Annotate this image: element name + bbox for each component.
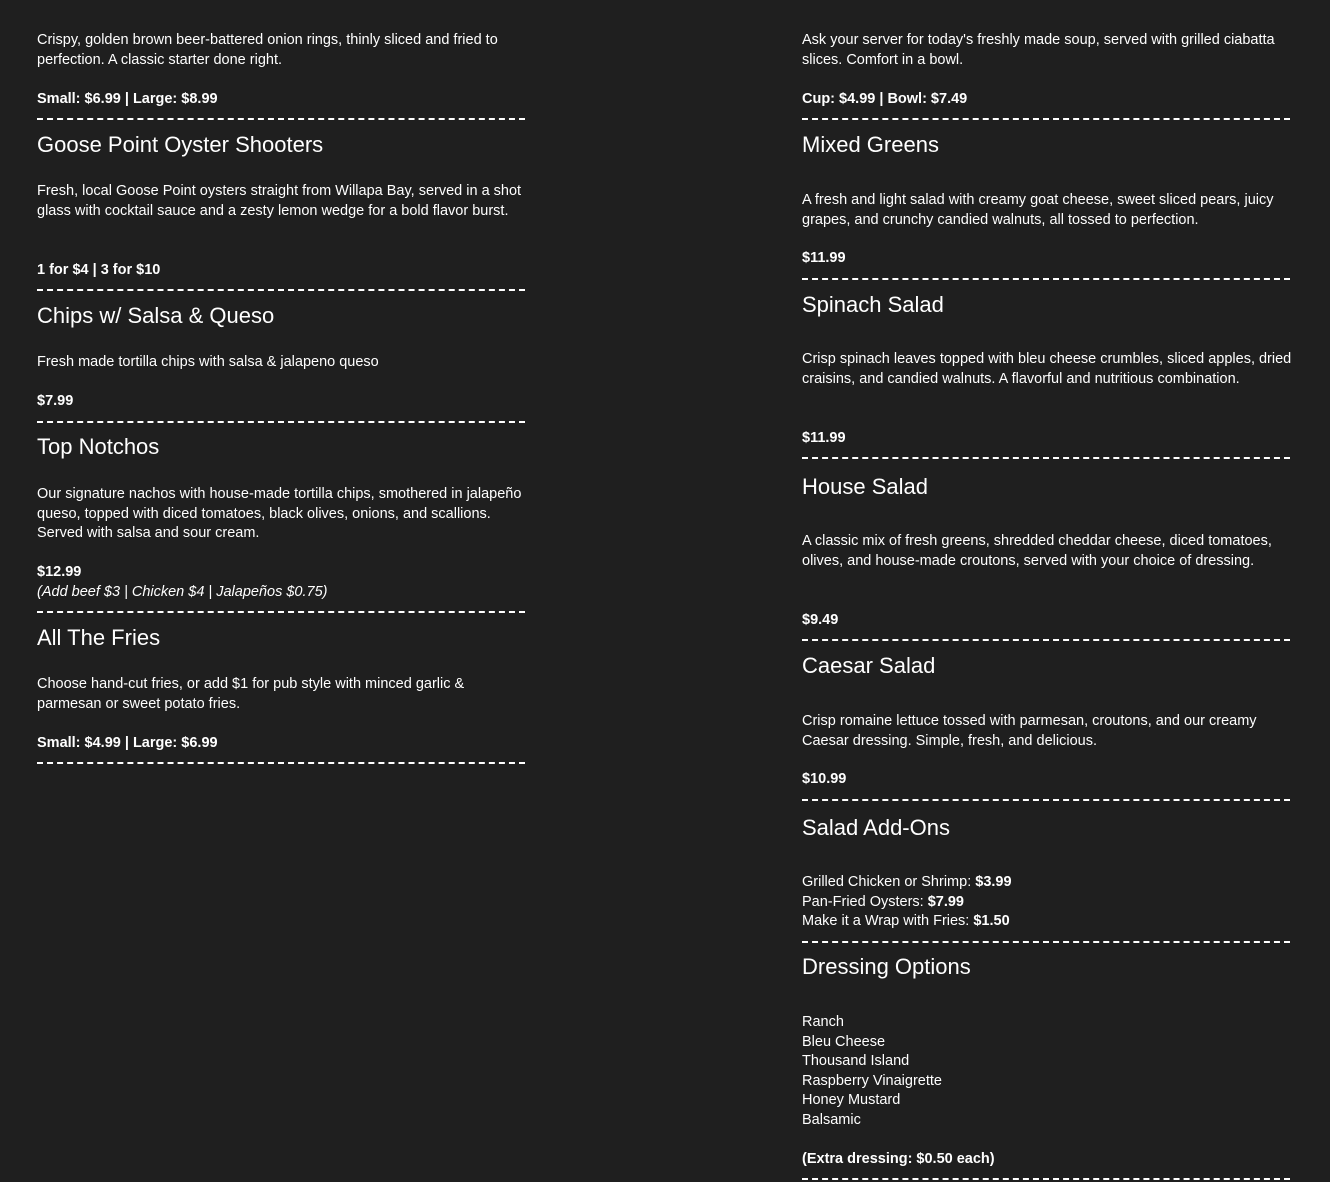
addon-label: Grilled Chicken or Shrimp: xyxy=(802,874,976,890)
salad-addons-title: Salad Add-Ons xyxy=(802,815,950,840)
addon-price: $3.99 xyxy=(975,874,1012,890)
dressing-list xyxy=(802,1013,942,1131)
caesar-salad-title: Caesar Salad xyxy=(802,653,936,678)
onion-rings-description: Crispy, golden brown beer-battered onion rings, thinly sliced and fried to perfection. A classic starter done right. xyxy=(37,32,498,68)
divider xyxy=(37,762,525,764)
mixed-greens-price: $11.99 xyxy=(802,250,846,266)
divider xyxy=(37,118,525,120)
divider xyxy=(802,1178,1290,1180)
house-salad-title: House Salad xyxy=(802,474,928,499)
list-item: Honey Mustard xyxy=(802,1092,901,1109)
fries-title: All The Fries xyxy=(37,625,161,650)
soup-description: Ask your server for today's freshly made soup, served with grilled ciabatta slices. Comfort in a bowl. xyxy=(802,32,1275,68)
addon-label: Make it a Wrap with Fries: xyxy=(802,913,974,930)
chips-salsa-title: Chips w/ Salsa & Queso xyxy=(37,303,275,328)
divider xyxy=(802,941,1290,943)
list-item: Ranch xyxy=(802,1014,844,1030)
house-salad-description: A classic mix of fresh greens, shredded cheddar cheese, diced tomatoes, olives, and house-made croutons, served with your choice of dressing. xyxy=(802,533,1272,569)
chips-salsa-description: Fresh made tortilla chips with salsa & jalapeno queso xyxy=(37,354,379,370)
caesar-salad-price: $10.99 xyxy=(802,771,847,787)
divider xyxy=(802,457,1290,459)
addon-price: $1.50 xyxy=(973,913,1010,930)
oyster-shooters-price: 1 for $4 | 3 for $10 xyxy=(37,262,161,278)
oyster-shooters-title: Goose Point Oyster Shooters xyxy=(37,132,324,157)
mixed-greens-description: A fresh and light salad with creamy goat cheese, sweet sliced pears, juicy grapes, and crunchy candied walnuts, all tossed to perfection. xyxy=(802,192,1274,228)
addon-label: Pan-Fried Oysters: xyxy=(802,893,928,910)
list-item: Balsamic xyxy=(802,1111,861,1128)
spinach-salad-price: $11.99 xyxy=(802,430,846,446)
dressing-options-title: Dressing Options xyxy=(802,954,971,979)
onion-rings-price: Small: $6.99 | Large: $8.99 xyxy=(37,91,218,107)
fries-description: Choose hand-cut fries, or add $1 for pub style with minced garlic & parmesan or sweet potato fries. xyxy=(37,676,465,712)
house-salad-price: $9.49 xyxy=(802,612,839,628)
salad-addons-list xyxy=(802,873,1012,932)
divider xyxy=(37,611,525,613)
chips-salsa-price: $7.99 xyxy=(37,393,74,409)
divider xyxy=(37,421,525,423)
soup-price: Cup: $4.99 | Bowl: $7.49 xyxy=(802,91,968,107)
fries-price: Small: $4.99 | Large: $6.99 xyxy=(37,735,218,751)
divider xyxy=(802,639,1290,641)
spinach-salad-description: Crisp spinach leaves topped with bleu cheese crumbles, sliced apples, dried craisins, and candied walnuts. A flavorful and nutritious combination. xyxy=(802,351,1292,387)
caesar-salad-description: Crisp romaine lettuce tossed with parmesan, croutons, and our creamy Caesar dressing. Simple, fresh, and delicious. xyxy=(802,713,1257,749)
oyster-shooters-description: Fresh, local Goose Point oysters straight from Willapa Bay, served in a shot glass with cocktail sauce and a zesty lemon wedge for a bold flavor burst. xyxy=(37,183,522,219)
list-item xyxy=(802,893,1012,913)
list-item: Thousand Island xyxy=(802,1053,910,1070)
list-item xyxy=(802,912,1012,932)
list-item: Raspberry Vinaigrette xyxy=(802,1072,942,1089)
divider xyxy=(37,289,525,291)
addon-price: $7.99 xyxy=(927,893,964,910)
mixed-greens-title: Mixed Greens xyxy=(802,132,939,157)
extra-dressing-price: (Extra dressing: $0.50 each) xyxy=(802,1151,995,1167)
top-notchos-title: Top Notchos xyxy=(37,434,160,459)
divider xyxy=(802,799,1290,801)
top-notchos-price: $12.99 xyxy=(37,564,82,580)
top-notchos-description: Our signature nachos with house-made tortilla chips, smothered in jalapeño queso, topped with diced tomatoes, black olives, onions, and scallions. Served with salsa and sour cream. xyxy=(37,486,522,542)
divider xyxy=(802,278,1290,280)
divider xyxy=(802,118,1290,120)
top-notchos-addons: (Add beef $3 | Chicken $4 | Jalapeños $0.75) xyxy=(37,584,328,600)
list-item: Bleu Cheese xyxy=(802,1033,886,1050)
list-item xyxy=(802,873,1012,893)
spinach-salad-title: Spinach Salad xyxy=(802,292,944,317)
